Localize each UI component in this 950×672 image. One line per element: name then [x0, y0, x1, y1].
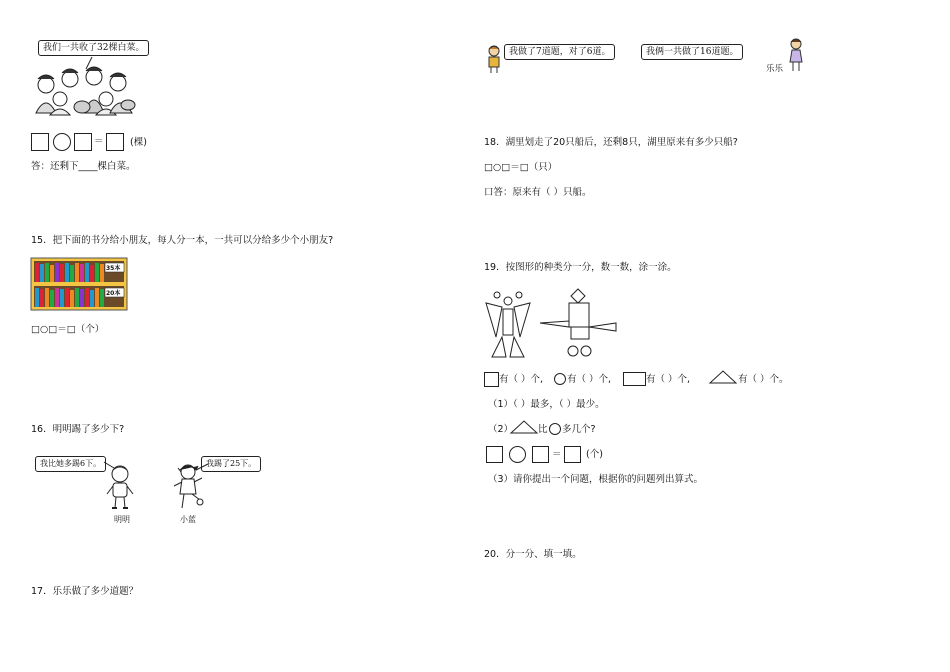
answer-box-1[interactable]: [31, 133, 49, 151]
triangle-count-icon: [709, 370, 737, 384]
rectangle-count-label: 有（ ）个,: [646, 374, 691, 385]
shelf-top-label: 35本: [106, 265, 121, 272]
answer-box-19-result[interactable]: [564, 446, 581, 463]
speech-bubble-mingming: 我比她多踢6下。: [35, 456, 106, 472]
lele-figure: [786, 38, 806, 72]
speech-bubble-xiaolan: 我踢了25下。: [201, 456, 261, 472]
subquestion-2-compare: 比: [538, 424, 548, 435]
circle-count-label: 有（ ）个,: [567, 374, 612, 385]
boy-figure: [486, 44, 502, 74]
shelf-bottom-label: 20本: [106, 290, 121, 297]
answer-box-19-1[interactable]: [486, 446, 503, 463]
operator-circle-19[interactable]: [509, 446, 526, 463]
subquestion-1: （1）（ ）最多，（ ）最少。: [488, 399, 605, 410]
circle-compare-icon: [549, 423, 561, 435]
equation-15: □○□＝□（个）: [31, 324, 105, 335]
triangle-compare-icon: [510, 420, 538, 434]
answer-line: 答：还剩下____棵白菜。: [31, 161, 136, 172]
name-xiaolan: 小蓝: [180, 515, 196, 524]
answer-box-19-2[interactable]: [532, 446, 549, 463]
question-20: 20．分一分、填一填。: [484, 549, 582, 560]
shape-figure-1: [484, 291, 532, 361]
answer-18: 口答：原来有（ ）只船。: [484, 187, 592, 198]
question-17: 17．乐乐做了多少道题？: [31, 586, 139, 597]
equals-sign: ＝: [94, 136, 104, 147]
name-lele: 乐乐: [766, 64, 784, 74]
rectangle-count-icon: [623, 372, 646, 386]
children-group-illustration: [32, 57, 138, 117]
shape-figure-2: [540, 287, 620, 359]
name-mingming: 明明: [114, 515, 130, 524]
subquestion-3: （3）请你提出一个问题，根据你的问题列出算式。: [488, 474, 704, 485]
circle-count-icon: [554, 373, 566, 385]
answer-box-result[interactable]: [106, 133, 124, 151]
speech-bubble-lele: 我俩一共做了16道题。: [641, 44, 743, 60]
subquestion-2-suffix: 多几个?: [562, 424, 596, 435]
question-18: 18．湖里划走了20只船后，还剩8只，湖里原来有多少只船?: [484, 137, 738, 148]
answer-box-2[interactable]: [74, 133, 92, 151]
square-count-label: 有（ ）个,: [499, 374, 544, 385]
question-19: 19．按图形的种类分一分，数一数，涂一涂。: [484, 262, 677, 273]
speech-bubble-boy: 我做了7道题，对了6道。: [504, 44, 615, 60]
unit-label-19: (个): [586, 449, 603, 460]
xiaolan-figure: [170, 460, 210, 512]
operator-circle[interactable]: [53, 133, 71, 151]
triangle-count-label: 有（ ）个。: [738, 374, 789, 385]
equation-18: □○□＝□（只）: [484, 162, 558, 173]
square-count-icon: [484, 372, 499, 387]
question-15: 15．把下面的书分给小朋友，每人分一本，一共可以分给多少个小朋友?: [31, 235, 334, 246]
speech-bubble-cabbage: 我们一共收了32棵白菜。: [38, 40, 149, 56]
subquestion-2-prefix: （2）: [488, 424, 514, 435]
answer-blank[interactable]: ____: [78, 161, 98, 172]
equals-sign-19: ＝: [552, 449, 562, 460]
mingming-figure: [102, 462, 138, 512]
unit-label: (棵): [130, 137, 147, 148]
question-16: 16．明明踢了多少下?: [31, 424, 125, 435]
